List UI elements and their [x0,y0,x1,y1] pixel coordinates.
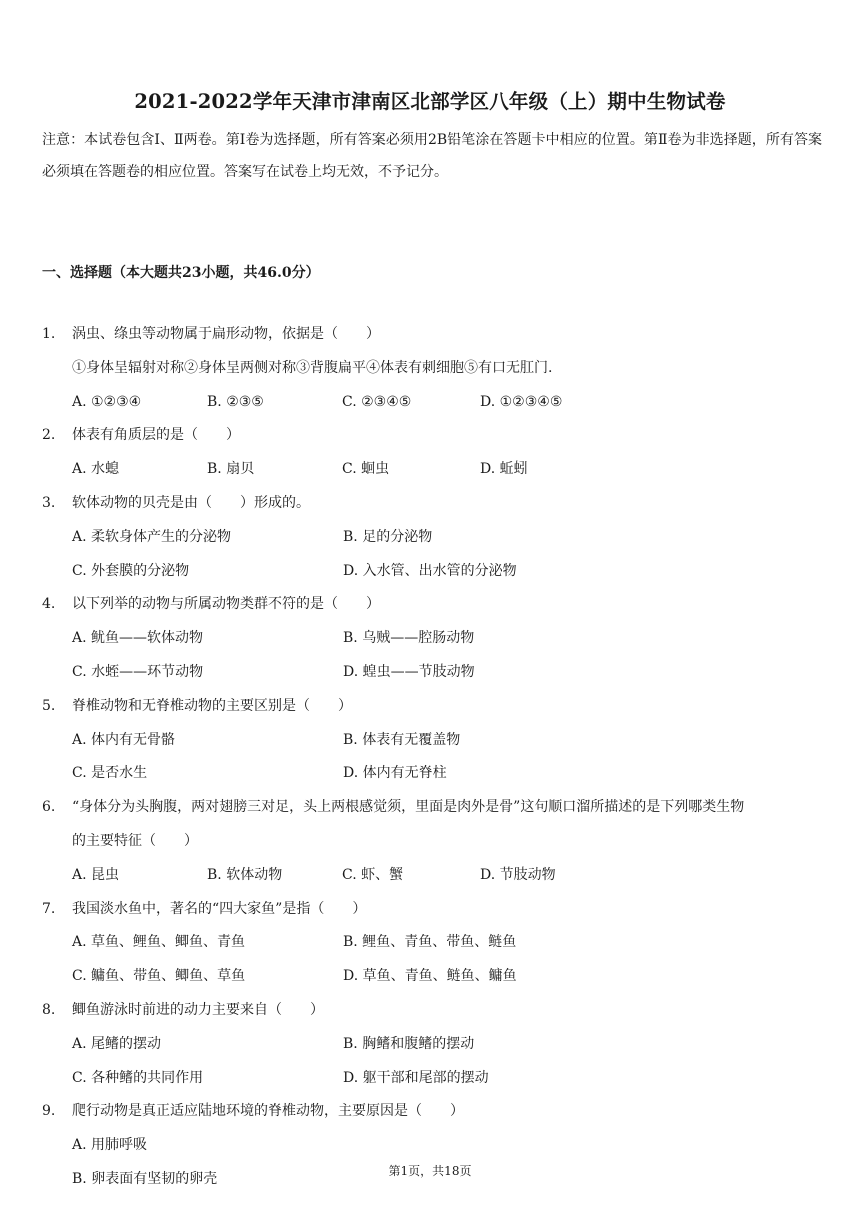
answer-option: A. 水螅 [72,461,120,478]
question-number: 6. [42,799,56,816]
answer-option: C. 各种鳍的共同作用 [72,1069,204,1086]
question-1 [0,318,860,419]
question-stem-line [0,994,860,1028]
option-row [0,622,860,656]
question-stem-line [0,893,860,927]
answer-option: A. 柔软身体产生的分泌物 [72,528,232,545]
question-stem-text: 我国淡水鱼中，著名的“四大家鱼”是指（ ） [72,900,367,917]
question-5 [0,690,860,791]
question-number: 4. [42,596,56,613]
option-row [0,521,860,555]
option-row [0,1129,860,1163]
option-row [0,960,860,994]
option-row [0,724,860,758]
answer-option: B. 体表有无覆盖物 [343,731,461,748]
answer-option: D. 躯干部和尾部的摆动 [343,1069,489,1086]
question-9 [0,1095,860,1196]
question-stem-text: “身体分为头胸腹，两对翅膀三对足，头上两根感觉须，里面是肉外是骨”这句顺口溜所描述的是下列哪类生物 [72,799,745,816]
answer-option: D. 体内有无脊柱 [343,765,447,782]
page-footer: 第1页，共18页 [388,1164,472,1178]
answer-option: A. 体内有无骨骼 [72,731,176,748]
answer-option: C. 鳙鱼、带鱼、鲫鱼、草鱼 [72,968,246,985]
question-8 [0,994,860,1095]
question-stem-line [0,352,860,386]
question-number: 9. [42,1103,56,1120]
answer-option: B. 卵表面有坚韧的卵壳 [72,1170,218,1187]
answer-option: C. 是否水生 [72,765,148,782]
answer-option: C. ②③④⑤ [342,393,412,410]
question-stem-line [0,318,860,352]
question-4 [0,588,860,689]
answer-option: A. 昆虫 [72,866,120,883]
question-2 [0,419,860,487]
answer-option: B. 鲤鱼、青鱼、带鱼、鲢鱼 [343,934,517,951]
answer-option: C. 外套膜的分泌物 [72,562,190,579]
question-number: 8. [42,1001,56,1018]
question-stem-line [0,791,860,825]
question-3 [0,487,860,588]
answer-option: D. 草鱼、青鱼、鲢鱼、鳙鱼 [343,968,517,985]
answer-option: D. 蝗虫——节肢动物 [343,663,475,680]
question-stem-line [0,588,860,622]
answer-option: B. 胸鳍和腹鳍的摆动 [343,1035,475,1052]
answer-option: D. 入水管、出水管的分泌物 [343,562,517,579]
question-stem-text: 的主要特征（ ） [72,832,198,849]
question-number: 7. [42,900,56,917]
option-row [0,859,860,893]
question-stem-text: ①身体呈辐射对称②身体呈两侧对称③背腹扁平④体表有刺细胞⑤有口无肛门. [72,359,553,376]
answer-option: A. 尾鳍的摆动 [72,1035,162,1052]
option-row [0,757,860,791]
exam-notice: 注意：本试卷包含Ⅰ、Ⅱ两卷。第Ⅰ卷为选择题，所有答案必须用2B铅笔涂在答题卡中相应的位置。第Ⅱ卷为非选择题，所有答案必须填在答题卷的相应位置。答案写在试卷上均无效，不予记分。 [42,132,822,180]
answer-option: C. 虾、蟹 [342,866,404,883]
option-row [0,656,860,690]
question-stem-line [0,825,860,859]
option-row [0,453,860,487]
question-stem-text: 以下列举的动物与所属动物类群不符的是（ ） [72,596,380,613]
question-number: 5. [42,697,56,714]
answer-option: A. ①②③④ [72,393,142,410]
answer-option: B. 乌贼——腔肠动物 [343,630,475,647]
option-row [0,386,860,420]
answer-option: C. 蛔虫 [342,461,390,478]
question-stem-text: 软体动物的贝壳是由（ ）形成的。 [72,494,310,511]
question-list [0,318,860,1197]
answer-option: A. 用肺呼吸 [72,1137,148,1154]
answer-option: D. ①②③④⑤ [480,393,563,410]
answer-option: B. 扇贝 [207,461,255,478]
question-stem-text: 爬行动物是真正适应陆地环境的脊椎动物，主要原因是（ ） [72,1103,464,1120]
answer-option: D. 蚯蚓 [480,461,528,478]
answer-option: B. 足的分泌物 [343,528,433,545]
question-number: 2. [42,427,56,444]
question-stem-line [0,487,860,521]
question-stem-text: 脊椎动物和无脊椎动物的主要区别是（ ） [72,697,352,714]
answer-option: B. 软体动物 [207,866,283,883]
question-stem-line [0,690,860,724]
answer-option: C. 水蛭——环节动物 [72,663,204,680]
exam-title: 2021-2022学年天津市津南区北部学区八年级（上）期中生物试卷 [134,90,726,113]
question-6 [0,791,860,892]
answer-option: A. 草鱼、鲤鱼、鲫鱼、青鱼 [72,934,246,951]
option-row [0,1028,860,1062]
answer-option: D. 节肢动物 [480,866,556,883]
option-row [0,555,860,589]
answer-option: B. ②③⑤ [207,393,264,410]
question-stem-line [0,419,860,453]
question-stem-text: 体表有角质层的是（ ） [72,427,240,444]
question-stem-text: 鲫鱼游泳时前进的动力主要来自（ ） [72,1001,324,1018]
question-7 [0,893,860,994]
section-heading: 一、选择题（本大题共23小题，共46.0分） [42,265,320,281]
answer-option: A. 鱿鱼——软体动物 [72,630,204,647]
question-stem-text: 涡虫、绦虫等动物属于扁形动物，依据是（ ） [72,326,380,342]
option-row [0,926,860,960]
question-number: 1. [42,326,56,342]
question-number: 3. [42,494,56,511]
question-stem-line [0,1095,860,1129]
option-row [0,1062,860,1096]
